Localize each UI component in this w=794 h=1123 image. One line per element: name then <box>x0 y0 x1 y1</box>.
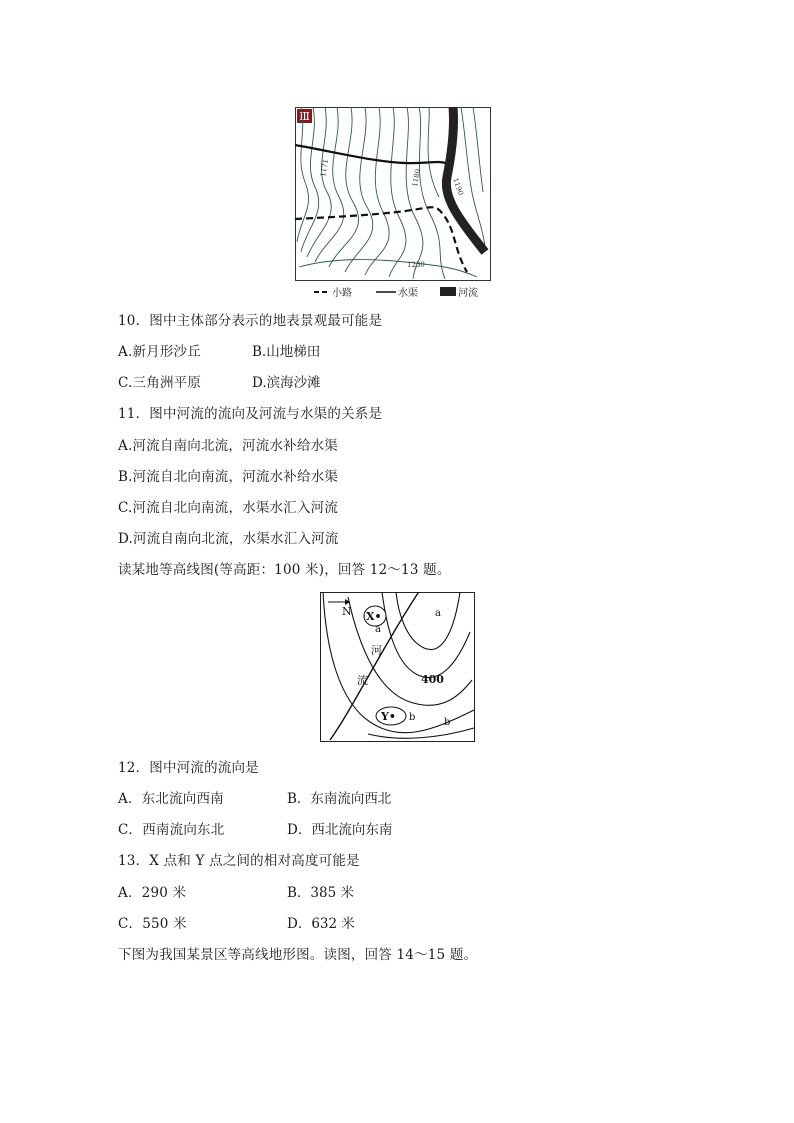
q13-option-a: A．290 米 <box>118 885 187 901</box>
q11-option-d: D.河流自南向北流，水渠水汇入河流 <box>118 531 339 547</box>
q10-option-c: C.三角洲平原 <box>118 375 202 391</box>
label-b-outer: b <box>444 717 451 728</box>
point-x-label: X• <box>366 610 382 623</box>
q12-option-b: B．东南流向西北 <box>287 791 392 807</box>
river-char-he: 河 <box>371 644 382 657</box>
contour-label: 1230 <box>407 261 425 269</box>
q11-stem: 11．图中河流的流向及河流与水渠的关系是 <box>118 406 383 422</box>
label-a-inner: a <box>375 624 381 635</box>
q13-option-b: B．385 米 <box>287 885 354 901</box>
contour-label: 1171 <box>319 158 331 178</box>
contour-map-terraces <box>295 107 491 281</box>
label-b-inner: b <box>409 712 416 723</box>
q11-option-a: A.河流自南向北流，河流水补给水渠 <box>118 438 338 454</box>
north-label: N <box>342 605 352 618</box>
q12-option-c: C．西南流向东北 <box>118 822 225 838</box>
legend-river-label: 河流 <box>458 288 478 299</box>
q11-option-c: C.河流自北向南流，水渠水汇入河流 <box>118 500 339 516</box>
intro-14-15: 下图为我国某景区等高线地形图。读图，回答 14～15 题。 <box>118 947 478 963</box>
q13-stem: 13．X 点和 Y 点之间的相对高度可能是 <box>118 853 360 869</box>
q12-stem: 12．图中河流的流向是 <box>118 760 259 776</box>
label-a-outer: a <box>435 608 441 619</box>
q12-option-d: D．西北流向东南 <box>287 822 393 838</box>
contour-label: 1190 <box>451 176 465 197</box>
q10-option-d: D.滨海沙滩 <box>252 375 321 391</box>
q10-option-a: A.新月形沙丘 <box>118 344 201 360</box>
point-y-label: Y• <box>381 710 396 723</box>
q10-option-b: B.山地梯田 <box>252 344 321 360</box>
q11-option-b: B.河流自北向南流，河流水补给水渠 <box>118 469 339 485</box>
corner-label: Ⅲ <box>299 110 310 123</box>
q12-option-a: A．东北流向西南 <box>118 791 224 807</box>
q13-option-c: C．550 米 <box>118 916 187 932</box>
legend-canal-label: 水渠 <box>398 288 418 299</box>
q10-stem: 10．图中主体部分表示的地表景观最可能是 <box>118 313 383 329</box>
q13-option-d: D．632 米 <box>287 916 355 932</box>
river-char-liu: 流 <box>357 674 368 687</box>
legend-path-label: 小路 <box>332 288 352 299</box>
contour-label: 1180 <box>411 168 423 188</box>
contour-label-400: 400 <box>421 673 444 686</box>
contour-map-river <box>320 592 475 742</box>
intro-12-13: 读某地等高线图(等高距：100 米)，回答 12～13 题。 <box>118 562 451 578</box>
